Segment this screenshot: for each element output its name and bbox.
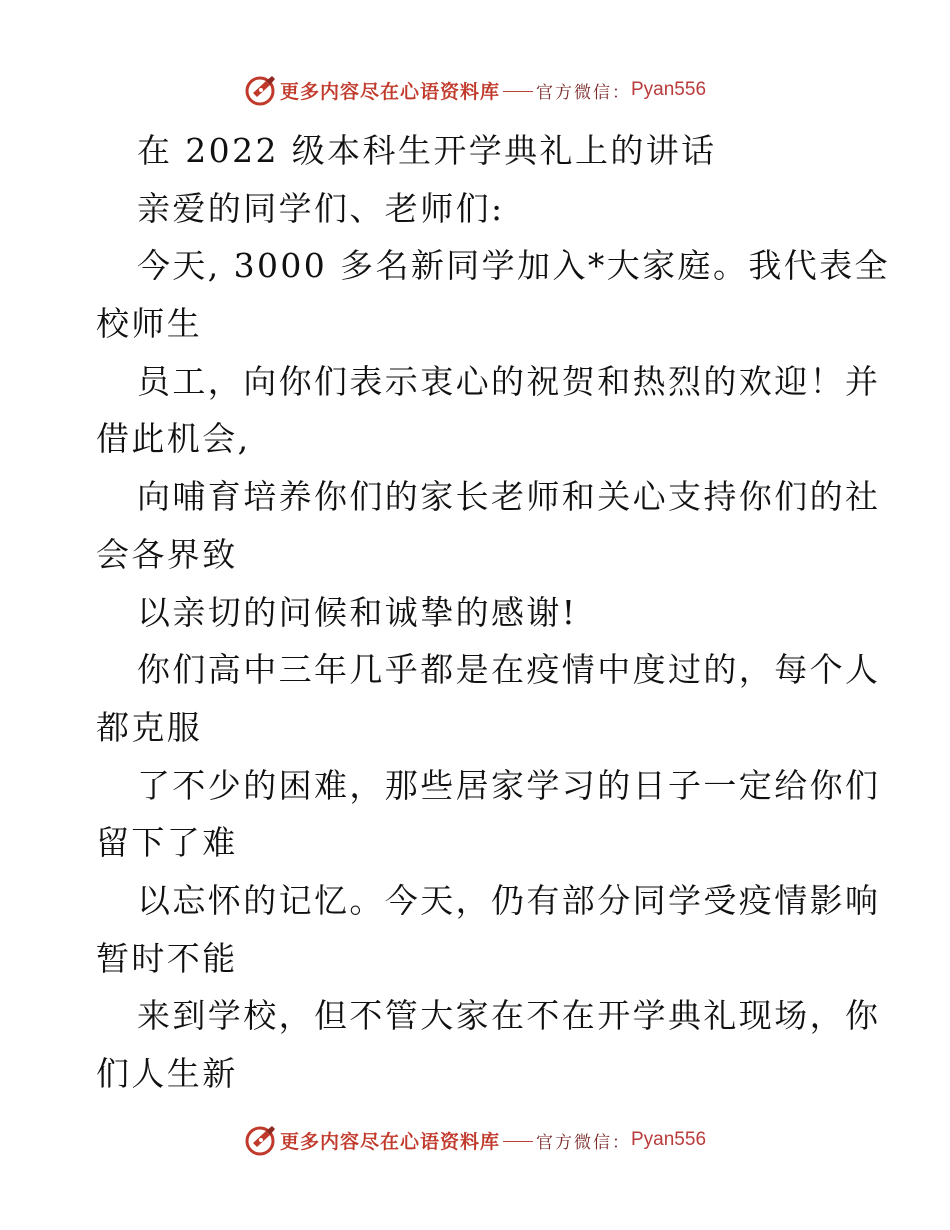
pen-logo-icon <box>244 73 278 107</box>
footer-brand: 更多内容尽在心语资料库 <box>279 1130 500 1153</box>
doc-salutation: 亲爱的同学们、老师们: <box>137 188 505 228</box>
footer-dash <box>503 1141 533 1142</box>
pen-logo-icon <box>244 1123 278 1157</box>
header-sub: 官方微信： <box>536 82 631 103</box>
doc-line: 们人生新 <box>96 1054 238 1093</box>
doc-line: 来到学校，但不管大家在不在开学典礼现场，你 <box>137 996 881 1036</box>
footer-account: Pyan556 <box>631 1129 707 1150</box>
doc-line: 员工，向你们表示衷心的祝贺和热烈的欢迎！并 <box>137 361 881 401</box>
doc-line: 了不少的困难，那些居家学习的日子一定给你们 <box>137 765 881 805</box>
doc-line: 今天, 3000 多名新同学加入*大家庭。我代表全 <box>137 246 890 286</box>
doc-line: 你们高中三年几乎都是在疫情中度过的，每个人 <box>137 650 881 690</box>
header-account: Pyan556 <box>631 79 707 100</box>
doc-title: 在 2022 级本科生开学典礼上的讲话 <box>137 131 717 170</box>
header-brand: 更多内容尽在心语资料库 <box>279 80 500 103</box>
doc-line: 暂时不能 <box>96 938 238 978</box>
header-dash <box>503 91 533 92</box>
doc-line: 以亲切的问候和诚挚的感谢! <box>137 592 578 632</box>
doc-line: 以忘怀的记忆。今天，仍有部分同学受疫情影响 <box>137 880 881 920</box>
doc-line: 留下了难 <box>96 823 238 863</box>
doc-line: 向哺育培养你们的家长老师和关心支持你们的社 <box>137 477 881 517</box>
footer-watermark <box>0 1120 950 1160</box>
doc-line: 会各界致 <box>96 534 238 574</box>
footer-sub: 官方微信： <box>536 1132 631 1153</box>
doc-line: 都克服 <box>96 707 203 747</box>
doc-line: 校师生 <box>96 304 203 344</box>
doc-line: 借此机会, <box>96 419 251 459</box>
document-body <box>96 122 890 1103</box>
header-watermark <box>0 70 950 110</box>
